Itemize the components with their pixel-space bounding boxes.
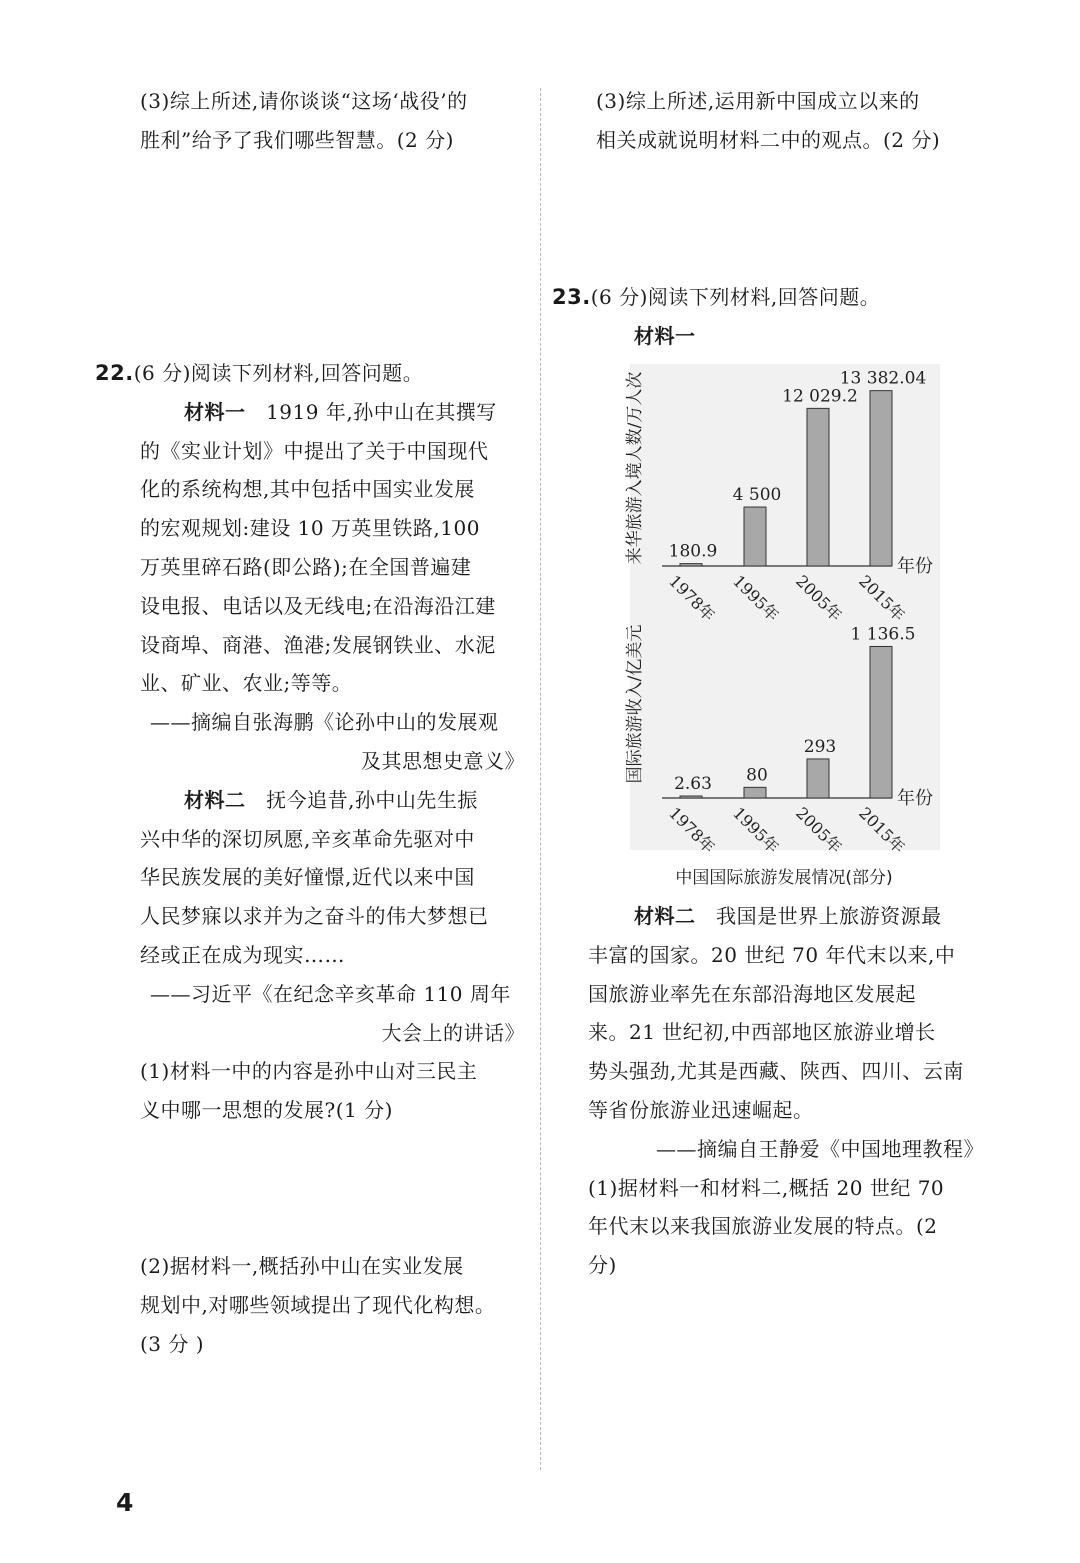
material-label: 材料二: [184, 787, 246, 812]
bar: [744, 787, 766, 798]
q22-part3: [596, 82, 996, 160]
data-label: 4 500: [732, 485, 782, 506]
text-line: 1919 年,孙中山在其撰写: [266, 399, 497, 424]
text-line: 势头强劲,尤其是西藏、陕西、四川、云南: [588, 1059, 964, 1084]
text-line: 化的系统构想,其中包括中国实业发展: [140, 477, 475, 502]
data-label: 180.9: [668, 541, 718, 562]
x-tick-label: 1978年: [665, 571, 719, 625]
bar: [680, 796, 702, 798]
source-citation: ——习近平《在纪念辛亥革命 110 周年: [150, 981, 511, 1006]
text-line: 兴中华的深切夙愿,辛亥革命先驱对中: [140, 826, 475, 851]
y-axis-label: 来华旅游入境人数/万人次: [625, 371, 645, 565]
text-line: 经或正在成为现实……: [140, 942, 345, 967]
tourism-chart: [620, 360, 950, 860]
text-line: 国旅游业率先在东部沿海地区发展起: [588, 981, 916, 1006]
material-label: 材料二: [634, 904, 696, 928]
data-label: 2.63: [674, 774, 712, 794]
text-line: 华民族发展的美好憧憬,近代以来中国: [140, 865, 475, 890]
q22-part2: [140, 1247, 535, 1363]
text-line: 我国是世界上旅游资源最: [716, 904, 942, 928]
text-line: 的宏观规划:建设 10 万英里铁路,100: [140, 516, 480, 541]
bar: [744, 507, 766, 566]
x-tick-label: 2005年: [792, 571, 846, 625]
chart-caption: 中国国际旅游发展情况(部分): [675, 868, 893, 888]
material-label: 材料一: [184, 399, 246, 424]
column-divider: [540, 88, 541, 1470]
x-tick-label: 2015年: [855, 571, 909, 625]
data-label: 1 136.5: [850, 624, 916, 645]
q21-part3: [140, 82, 530, 160]
x-tick-label: 1978年: [665, 803, 719, 857]
sub-question: 义中哪一思想的发展?(1 分): [140, 1098, 393, 1123]
question-23: [552, 278, 992, 356]
sub-question: (1)据材料一和材料二,概括 20 世纪 70: [588, 1175, 945, 1200]
data-label: 13 382.04: [839, 368, 927, 389]
x-tick-label: 1995年: [729, 803, 783, 857]
bar: [807, 408, 829, 566]
text-line: 设商埠、商港、渔港;发展钢铁业、水泥: [140, 632, 496, 657]
sub-question: (1)材料一中的内容是孙中山对三民主: [140, 1059, 478, 1084]
question-number: 23.: [552, 285, 591, 309]
x-tick-label: 2015年: [855, 803, 909, 857]
text-line: 等省份旅游业迅速崛起。: [588, 1097, 814, 1122]
sub-question: 年代末以来我国旅游业发展的特点。(2: [588, 1214, 938, 1239]
text-line: 丰富的国家。20 世纪 70 年代末以来,中: [588, 942, 956, 967]
text-line: 人民梦寐以求并为之奋斗的伟大梦想已: [140, 904, 489, 929]
text-line: 的《实业计划》中提出了关于中国现代: [140, 438, 489, 463]
tourism-chart-svg: [620, 360, 950, 860]
sub-question: (2)据材料一,概括孙中山在实业发展: [140, 1254, 464, 1278]
text-line: 万英里碎石路(即公路);在全国普遍建: [140, 554, 472, 579]
bar: [807, 759, 829, 798]
q23-material2: [588, 897, 988, 1285]
bar: [680, 564, 702, 566]
text-line: 胜利”给予了我们哪些智慧。(2 分): [140, 127, 454, 152]
x-axis-label: 年份: [897, 788, 933, 809]
text-line: 设电报、电话以及无线电;在沿海沿江建: [140, 593, 496, 618]
data-label: 293: [803, 736, 837, 757]
source-citation: 及其思想史意义》: [361, 748, 525, 773]
x-axis-label: 年份: [897, 556, 933, 577]
x-tick-label: 1995年: [729, 571, 783, 625]
sub-question: (3)综上所述,运用新中国成立以来的: [596, 89, 920, 113]
source-citation: 大会上的讲话》: [381, 1020, 525, 1045]
data-label: 80: [746, 765, 768, 786]
sub-question: 分): [588, 1253, 617, 1278]
question-22: [95, 354, 535, 1130]
text-line: (3)综上所述,请你谈谈“这场‘战役’的: [140, 89, 468, 113]
material-label: 材料一: [634, 323, 696, 348]
text-line: 业、矿业、农业;等等。: [140, 671, 353, 696]
y-axis-label: 国际旅游收入/亿美元: [625, 624, 645, 784]
x-tick-label: 2005年: [792, 803, 846, 857]
question-intro: (6 分)阅读下列材料,回答问题。: [590, 285, 881, 309]
page-number: 4: [116, 1488, 134, 1517]
text-line: 来。21 世纪初,中西部地区旅游业增长: [588, 1020, 936, 1045]
bar: [870, 646, 892, 798]
source-citation: ——摘编自王静爱《中国地理教程》: [656, 1136, 984, 1161]
sub-question: (3 分 ): [140, 1331, 205, 1356]
question-number: 22.: [95, 361, 134, 385]
sub-question: 规划中,对哪些领域提出了现代化构想。: [140, 1292, 496, 1317]
data-label: 12 029.2: [782, 386, 858, 407]
bar: [870, 391, 892, 566]
sub-question: 相关成就说明材料二中的观点。(2 分): [596, 127, 941, 152]
text-line: 抚今追昔,孙中山先生振: [266, 787, 478, 812]
source-citation: ——摘编自张海鹏《论孙中山的发展观: [150, 710, 499, 735]
question-intro: (6 分)阅读下列材料,回答问题。: [133, 361, 424, 385]
